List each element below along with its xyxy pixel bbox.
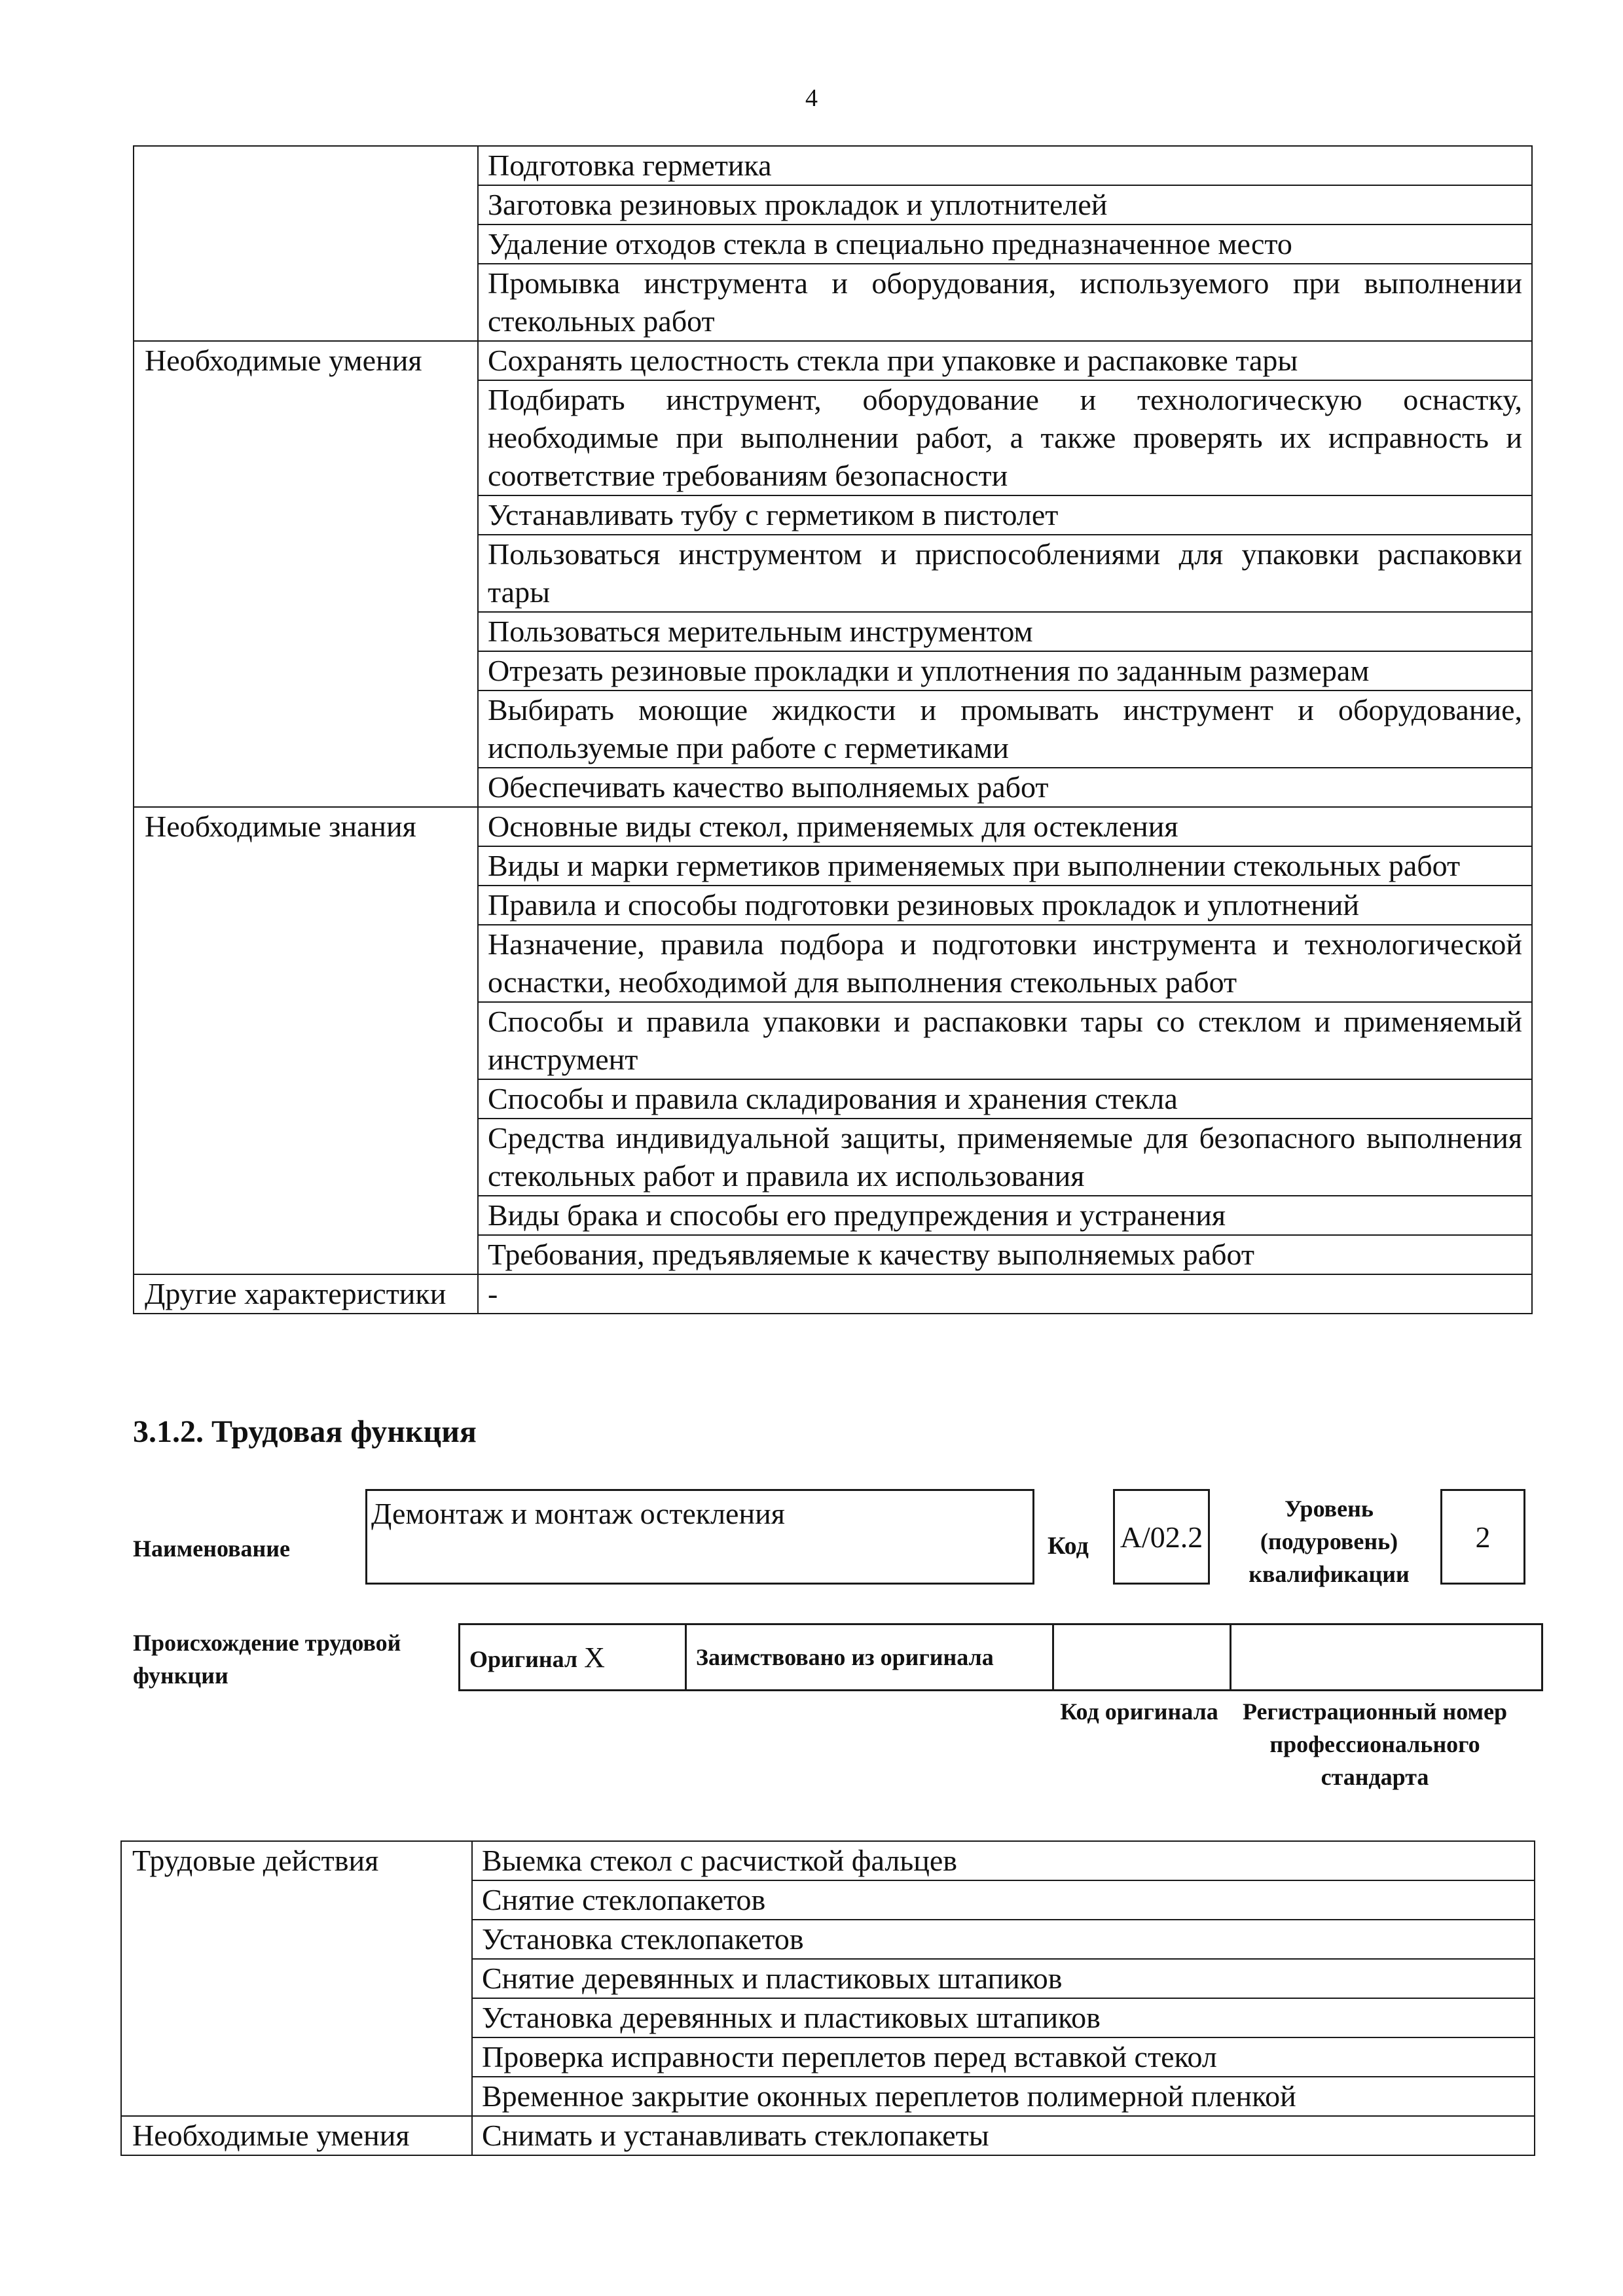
table-cell: Способы и правила складирования и хранения стекла	[478, 1079, 1532, 1119]
table-cell: Отрезать резиновые прокладки и уплотнения по заданным размерам	[478, 651, 1532, 691]
continued-label-cell	[134, 146, 478, 341]
table-cell: Подбирать инструмент, оборудование и технологическую оснастку, необходимые при выполнении работ, а также проверять их исправность и соответствие требованиям безопасности	[478, 380, 1532, 495]
table-row	[121, 2116, 1535, 2155]
requirements-table-continued	[133, 145, 1533, 1314]
table-cell: Виды и марки герметиков применяемых при выполнении стекольных работ	[478, 846, 1532, 886]
table-cell: Снимать и устанавливать стеклопакеты	[472, 2116, 1535, 2155]
table-cell: Временное закрытие оконных переплетов полимерной пленкой	[472, 2077, 1535, 2116]
original-code-label: Код оригинала	[1060, 1698, 1218, 1725]
table-cell: Средства индивидуальной защиты, применяемые для безопасного выполнения стекольных работ и правила их использования	[478, 1119, 1532, 1196]
table-cell: Сохранять целостность стекла при упаковке и распаковке тары	[478, 341, 1532, 380]
table-row	[134, 1274, 1532, 1314]
table-row	[134, 807, 1532, 846]
name-label: Наименование	[133, 1535, 290, 1562]
origin-table	[458, 1623, 1543, 1691]
table-row	[460, 1624, 1542, 1691]
table-cell: Установка деревянных и пластиковых штапиков	[472, 1998, 1535, 2037]
table-cell: Установка стеклопакетов	[472, 1920, 1535, 1959]
table-cell: Проверка исправности переплетов перед вставкой стекол	[472, 2037, 1535, 2077]
origin-label: Происхождение трудовой функции	[133, 1630, 401, 1689]
original-label: Оригинал	[469, 1645, 578, 1672]
table-cell: Снятие стеклопакетов	[472, 1880, 1535, 1920]
table-cell: Выбирать моющие жидкости и промывать инструмент и оборудование, используемые при работе с герметиками	[478, 691, 1532, 768]
original-cell	[460, 1624, 686, 1691]
table-cell: Виды брака и способы его предупреждения и устранения	[478, 1196, 1532, 1235]
table-row	[121, 1841, 1535, 1880]
section-heading: 3.1.2. Трудовая функция	[133, 1414, 477, 1449]
table-cell: Подготовка герметика	[478, 146, 1532, 185]
table-cell: Промывка инструмента и оборудования, используемого при выполнении стекольных работ	[478, 264, 1532, 341]
table-cell: Правила и способы подготовки резиновых прокладок и уплотнений	[478, 886, 1532, 925]
reg-number-cell	[1231, 1624, 1542, 1691]
reg-number-label: Регистрационный номер профессионального стандарта	[1242, 1698, 1508, 1790]
table-cell: Снятие деревянных и пластиковых штапиков	[472, 1959, 1535, 1998]
table-cell: Обеспечивать качество выполняемых работ	[478, 768, 1532, 807]
original-mark: Х	[584, 1641, 605, 1674]
table-cell: Способы и правила упаковки и распаковки тары со стеклом и применяемый инструмент	[478, 1002, 1532, 1079]
table-row	[134, 146, 1532, 185]
table-cell: Удаление отходов стекла в специально предназначенное место	[478, 224, 1532, 264]
level-label: Уровень (подуровень) квалификации	[1249, 1496, 1410, 1587]
code-value: А/02.2	[1113, 1489, 1210, 1585]
table-row	[134, 341, 1532, 380]
original-code-cell	[1053, 1624, 1231, 1691]
table-cell: Основные виды стекол, применяемых для остекления	[478, 807, 1532, 846]
table-cell: Выемка стекол с расчисткой фальцев	[472, 1841, 1535, 1880]
other-label: Другие характеристики	[134, 1274, 478, 1314]
table-cell: Пользоваться мерительным инструментом	[478, 612, 1532, 651]
table-cell: Заготовка резиновых прокладок и уплотнителей	[478, 185, 1532, 224]
page-number: 4	[805, 84, 818, 112]
other-value: -	[478, 1274, 1532, 1314]
table-cell: Устанавливать тубу с герметиком в пистолет	[478, 495, 1532, 535]
borrowed-label: Заимствовано из оригинала	[686, 1624, 1053, 1691]
level-value: 2	[1440, 1489, 1525, 1585]
table-cell: Назначение, правила подбора и подготовки инструмента и технологической оснастки, необходимой для выполнения стекольных работ	[478, 925, 1532, 1002]
table-cell: Требования, предъявляемые к качеству выполняемых работ	[478, 1235, 1532, 1274]
name-value: Демонтаж и монтаж остекления	[365, 1489, 1034, 1585]
code-label: Код	[1048, 1532, 1089, 1560]
skills-label: Необходимые умения	[121, 2116, 472, 2155]
table-cell: Пользоваться инструментом и приспособлениями для упаковки распаковки тары	[478, 535, 1532, 612]
requirements-table	[120, 1840, 1535, 2156]
skills-label: Необходимые умения	[134, 341, 478, 807]
actions-label: Трудовые действия	[121, 1841, 472, 2116]
knowledge-label: Необходимые знания	[134, 807, 478, 1274]
